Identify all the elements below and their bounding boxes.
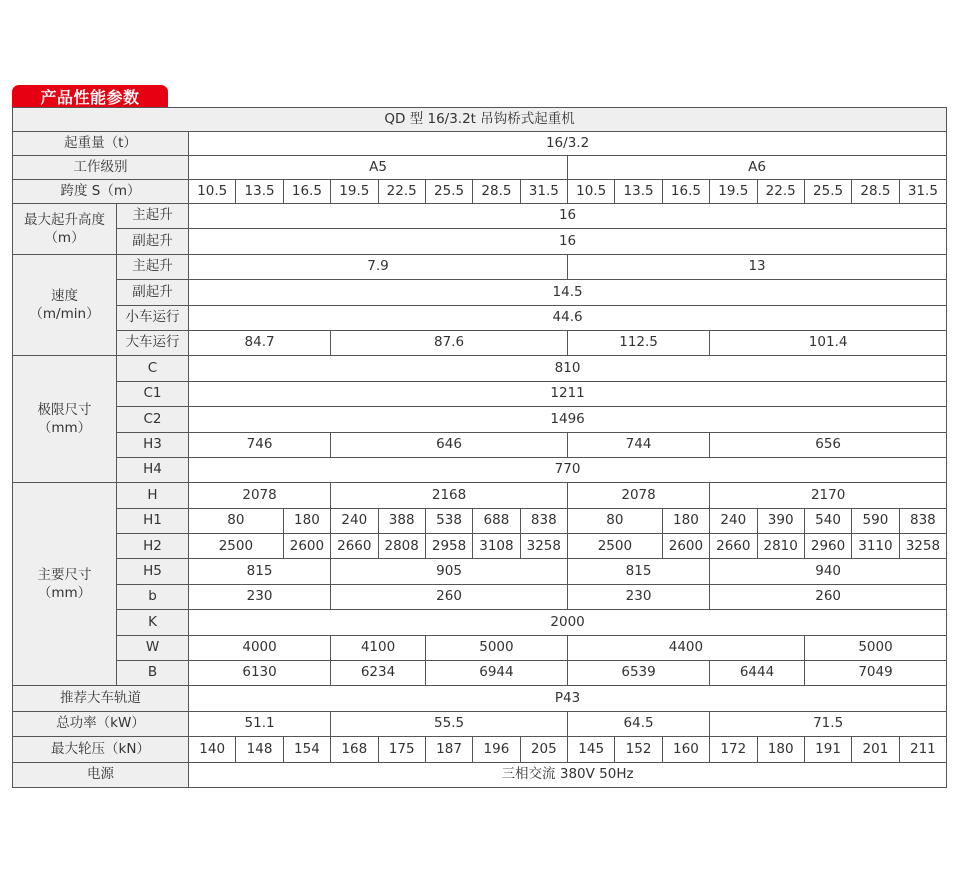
table-cell: 180 — [757, 737, 804, 762]
group-label — [13, 483, 117, 686]
table-cell: 6130 — [189, 661, 331, 686]
table-cell: A5 — [189, 156, 568, 180]
table-cell: 2500 — [568, 534, 663, 559]
table-cell: 44.6 — [189, 305, 947, 330]
table-cell: 940 — [710, 559, 947, 584]
table-cell: 240 — [331, 508, 378, 533]
row-speed-aux — [13, 280, 947, 305]
table-cell: 260 — [331, 584, 568, 609]
table-cell: 4000 — [189, 635, 331, 660]
table-cell: 87.6 — [331, 330, 568, 355]
group-label — [13, 204, 117, 255]
table-cell: 2078 — [189, 483, 331, 508]
row-recommended-rail — [13, 686, 947, 711]
sub-label: C1 — [117, 381, 189, 406]
table-cell: 5000 — [425, 635, 567, 660]
row-max-wheel-load — [13, 737, 947, 762]
table-cell: 211 — [899, 737, 947, 762]
row-label: 跨度 S（m） — [13, 180, 189, 204]
table-cell: 84.7 — [189, 330, 331, 355]
table-title: QD 型 16/3.2t 吊钩桥式起重机 — [13, 108, 947, 132]
row-total-power — [13, 711, 947, 736]
table-cell: 112.5 — [568, 330, 710, 355]
table-cell: 145 — [568, 737, 615, 762]
table-cell: 3110 — [852, 534, 899, 559]
row-speed-trolley — [13, 305, 947, 330]
table-cell: 22.5 — [757, 180, 804, 204]
table-cell: 13 — [568, 254, 947, 279]
table-cell: 3258 — [520, 534, 567, 559]
table-cell: 19.5 — [710, 180, 757, 204]
table-cell: 201 — [852, 737, 899, 762]
row-main-h — [13, 483, 947, 508]
table-cell: 160 — [662, 737, 709, 762]
group-label-text: 最大起升高度 — [24, 211, 105, 228]
table-cell: 260 — [710, 584, 947, 609]
table-cell: 810 — [189, 356, 947, 381]
table-cell: 16/3.2 — [189, 132, 947, 156]
table-cell: 6234 — [331, 661, 426, 686]
table-cell: 140 — [189, 737, 236, 762]
row-label: 推荐大车轨道 — [13, 686, 189, 711]
table-cell: 6444 — [710, 661, 805, 686]
table-cell: 28.5 — [852, 180, 899, 204]
group-label-text: 速度 — [51, 288, 78, 305]
table-cell: 13.5 — [236, 180, 283, 204]
section-tab-label: 产品性能参数 — [40, 87, 140, 107]
table-cell: 656 — [710, 432, 947, 457]
sub-label: B — [117, 661, 189, 686]
row-main-h1 — [13, 508, 947, 533]
table-cell: 2960 — [804, 534, 851, 559]
row-limit-h4 — [13, 457, 947, 482]
table-cell: 590 — [852, 508, 899, 533]
table-cell: 1496 — [189, 407, 947, 432]
table-cell: 390 — [757, 508, 804, 533]
table-cell: 2660 — [331, 534, 378, 559]
row-label: 最大轮压（kN） — [13, 737, 189, 762]
table-cell: 16 — [189, 204, 947, 229]
table-cell: 71.5 — [710, 711, 947, 736]
table-cell: 175 — [378, 737, 425, 762]
table-cell: 13.5 — [615, 180, 662, 204]
table-cell: 230 — [568, 584, 710, 609]
table-cell: 51.1 — [189, 711, 331, 736]
table-cell: 16.5 — [662, 180, 709, 204]
sub-label: 主起升 — [117, 204, 189, 229]
row-speed-main — [13, 254, 947, 279]
row-lifting-capacity — [13, 132, 947, 156]
table-cell: 25.5 — [804, 180, 851, 204]
table-cell: 187 — [425, 737, 472, 762]
table-cell: 19.5 — [331, 180, 378, 204]
section-tab — [12, 85, 168, 107]
row-main-b — [13, 584, 947, 609]
table-cell: 2600 — [283, 534, 330, 559]
table-cell: 2808 — [378, 534, 425, 559]
table-cell: 205 — [520, 737, 567, 762]
table-cell: 4100 — [331, 635, 426, 660]
row-limit-c2 — [13, 407, 947, 432]
table-cell: 22.5 — [378, 180, 425, 204]
sub-label: H4 — [117, 457, 189, 482]
group-label-unit: （m/min） — [29, 306, 100, 323]
table-cell: 230 — [189, 584, 331, 609]
sub-label: H — [117, 483, 189, 508]
group-label — [13, 356, 117, 483]
table-cell: A6 — [568, 156, 947, 180]
table-cell: 3258 — [899, 534, 947, 559]
row-main-h5 — [13, 559, 947, 584]
table-cell: 101.4 — [710, 330, 947, 355]
group-label-unit: （mm） — [37, 585, 92, 602]
sub-label: H3 — [117, 432, 189, 457]
spec-table — [12, 107, 947, 788]
table-cell: 2810 — [757, 534, 804, 559]
row-main-k — [13, 610, 947, 635]
sub-label: H2 — [117, 534, 189, 559]
table-cell: 838 — [520, 508, 567, 533]
table-cell: 152 — [615, 737, 662, 762]
table-cell: P43 — [189, 686, 947, 711]
table-cell: 172 — [710, 737, 757, 762]
sub-label: W — [117, 635, 189, 660]
sub-label: H1 — [117, 508, 189, 533]
table-cell: 168 — [331, 737, 378, 762]
table-cell: 2660 — [710, 534, 757, 559]
table-cell: 14.5 — [189, 280, 947, 305]
table-cell: 688 — [473, 508, 520, 533]
table-cell: 154 — [283, 737, 330, 762]
table-cell: 746 — [189, 432, 331, 457]
row-main-w — [13, 635, 947, 660]
table-cell: 31.5 — [899, 180, 947, 204]
table-cell: 770 — [189, 457, 947, 482]
table-cell: 2168 — [331, 483, 568, 508]
table-cell: 7049 — [804, 661, 946, 686]
table-cell: 2000 — [189, 610, 947, 635]
sub-label: 主起升 — [117, 254, 189, 279]
table-cell: 2170 — [710, 483, 947, 508]
table-cell: 三相交流 380V 50Hz — [189, 762, 947, 787]
table-cell: 388 — [378, 508, 425, 533]
table-cell: 3108 — [473, 534, 520, 559]
table-cell: 6944 — [425, 661, 567, 686]
table-cell: 240 — [710, 508, 757, 533]
group-label — [13, 254, 117, 356]
table-cell: 80 — [189, 508, 284, 533]
row-work-class — [13, 156, 947, 180]
table-cell: 31.5 — [520, 180, 567, 204]
sub-label: C2 — [117, 407, 189, 432]
table-cell: 10.5 — [568, 180, 615, 204]
row-main-h2 — [13, 534, 947, 559]
table-cell: 646 — [331, 432, 568, 457]
table-cell: 7.9 — [189, 254, 568, 279]
table-cell: 538 — [425, 508, 472, 533]
sub-label: 副起升 — [117, 280, 189, 305]
row-label: 电源 — [13, 762, 189, 787]
table-cell: 2078 — [568, 483, 710, 508]
table-cell: 6539 — [568, 661, 710, 686]
table-cell: 2958 — [425, 534, 472, 559]
table-cell: 10.5 — [189, 180, 236, 204]
table-cell: 540 — [804, 508, 851, 533]
table-cell: 148 — [236, 737, 283, 762]
table-cell: 16.5 — [283, 180, 330, 204]
row-max-lift-aux — [13, 229, 947, 254]
row-power-supply — [13, 762, 947, 787]
table-title-row — [13, 108, 947, 132]
sub-label: 大车运行 — [117, 330, 189, 355]
sub-label: H5 — [117, 559, 189, 584]
row-max-lift-main — [13, 204, 947, 229]
sub-label: b — [117, 584, 189, 609]
table-cell: 2600 — [662, 534, 709, 559]
row-label: 总功率（kW） — [13, 711, 189, 736]
table-cell: 16 — [189, 229, 947, 254]
group-label-text: 主要尺寸 — [37, 567, 92, 584]
table-cell: 196 — [473, 737, 520, 762]
row-main-b-upper — [13, 661, 947, 686]
table-cell: 80 — [568, 508, 663, 533]
table-cell: 1211 — [189, 381, 947, 406]
row-span — [13, 180, 947, 204]
group-label-unit: （mm） — [37, 420, 92, 437]
group-label-text: 极限尺寸 — [37, 402, 92, 419]
table-cell: 180 — [662, 508, 709, 533]
table-cell: 25.5 — [425, 180, 472, 204]
table-cell: 815 — [189, 559, 331, 584]
table-cell: 55.5 — [331, 711, 568, 736]
table-cell: 744 — [568, 432, 710, 457]
row-limit-c — [13, 356, 947, 381]
table-cell: 191 — [804, 737, 851, 762]
row-label: 起重量（t） — [13, 132, 189, 156]
table-cell: 64.5 — [568, 711, 710, 736]
sub-label: 副起升 — [117, 229, 189, 254]
table-cell: 815 — [568, 559, 710, 584]
sub-label: 小车运行 — [117, 305, 189, 330]
table-cell: 4400 — [568, 635, 805, 660]
table-cell: 838 — [899, 508, 947, 533]
table-cell: 28.5 — [473, 180, 520, 204]
table-cell: 180 — [283, 508, 330, 533]
table-cell: 905 — [331, 559, 568, 584]
row-limit-c1 — [13, 381, 947, 406]
sub-label: K — [117, 610, 189, 635]
sub-label: C — [117, 356, 189, 381]
table-cell: 2500 — [189, 534, 284, 559]
table-cell: 5000 — [804, 635, 946, 660]
group-label-unit: （m） — [44, 229, 85, 246]
row-limit-h3 — [13, 432, 947, 457]
row-label: 工作级别 — [13, 156, 189, 180]
row-speed-crane-travel — [13, 330, 947, 355]
